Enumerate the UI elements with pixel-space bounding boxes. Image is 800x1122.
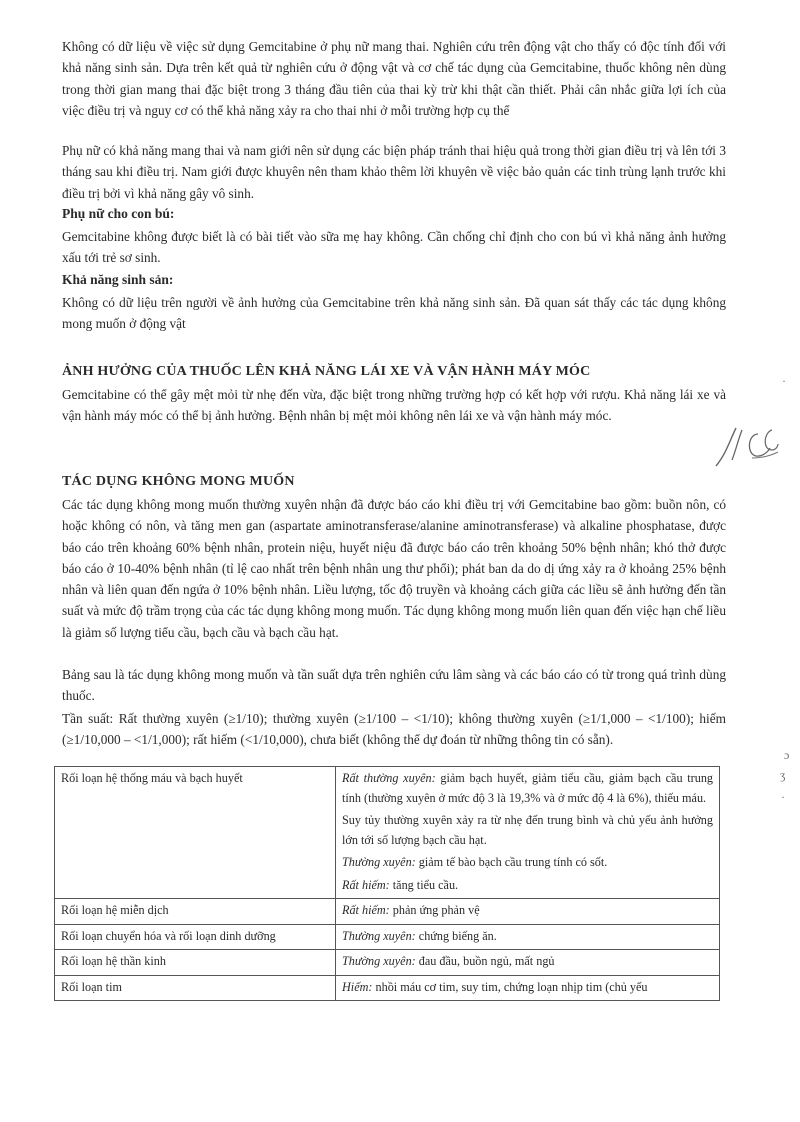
effect-description: phản ứng phản vệ <box>389 903 480 917</box>
margin-mark: ʒ <box>780 768 786 782</box>
effect-description: tăng tiểu cầu. <box>389 877 459 892</box>
effect-description: giảm bạch huyết, giảm tiểu cầu, giảm bạch cầu trung tính (thường xuyên ở mức độ 3 là 19,3% và ở mức độ 4 là 6%), thiếu máu. <box>342 771 714 805</box>
effect-description: Suy tủy thường xuyên xảy ra từ nhẹ đến trung bình và chủ yếu ảnh hưởng lớn tới số lượng bạch cầu hạt. <box>342 813 713 847</box>
frequency-label: Thường xuyên: <box>342 954 416 968</box>
handwritten-initials <box>712 420 782 470</box>
adverse-table-intro: Bảng sau là tác dụng không mong muốn và tần suất dựa trên nghiên cứu lâm sàng và các báo cáo có từ trong quá trình dùng thuốc. <box>62 667 726 704</box>
margin-mark: · <box>782 374 786 388</box>
frequency-label: Thường xuyên: <box>342 855 416 869</box>
margin-mark: ɔ <box>784 748 790 762</box>
effect-entry <box>342 901 713 921</box>
frequency-label: Hiếm: <box>342 979 373 994</box>
adverse-effects-intro: Các tác dụng không mong muốn thường xuyên nhận đã được báo cáo khi điều trị với Gemcitabine bao gồm: buồn nôn, có hoặc không có nôn, và tăng men gan (aspartate aminotransferase/alanine aminotransferase) và alkaline phosphatase, được báo cáo trên khoảng 60% bệnh nhân, protein niệu, huyết niệu đã được báo cáo trên khoảng 50% bệnh nhân; khó thở được báo cáo ở 10-40% bệnh nhân (tỉ lệ cao nhất trên bệnh nhân ung thư phổi); phát ban da do dị ứng xảy ra ở khoảng 25% bệnh nhân và liên quan đến ngứa ở 10% bệnh nhân. Liều lượng, tốc độ truyền và khoảng cách giữa các liều sẽ ảnh hưởng đến tần suất và mức độ trầm trọng của các tác dụng không mong muốn. Tác dụng không mong muốn liên quan đến việc hạn chế liều là giảm số lượng tiểu cầu, bạch cầu và bạch cầu hạt. <box>62 497 726 640</box>
adverse-effects-table-body <box>55 767 720 1001</box>
margin-mark: · <box>781 790 785 804</box>
table-row <box>55 899 720 925</box>
pregnancy-paragraph-2: Phụ nữ có khả năng mang thai và nam giới nên sử dụng các biện pháp tránh thai hiệu quả trong thời gian điều trị và lên tới 3 tháng sau khi điều trị. Nam giới được khuyên nên tham khảo thêm lời khuyên về việc bảo quản các tinh trùng lạnh trước khi điều trị bởi vì khả năng gây vô sinh. <box>62 143 726 201</box>
adverse-effects-heading: TÁC DỤNG KHÔNG MONG MUỐN <box>62 474 295 489</box>
effect-entry <box>342 876 713 896</box>
fertility-text: Không có dữ liệu trên người về ảnh hưởng của Gemcitabine trên khả năng sinh sản. Đã quan sát thấy các tác dụng không mong muốn ở động vật <box>62 295 726 332</box>
table-row <box>55 924 720 950</box>
effect-entry <box>342 978 713 998</box>
frequency-definitions: Tần suất: Rất thường xuyên (≥1/10); thường xuyên (≥1/100 – <1/10); không thường xuyên (≥1/1,000 – <1/100); hiếm (≥1/10,000 – <1/1,000); rất hiếm (<1/10,000), chưa biết (không thể dự đoán từ những thông tin có sẵn). <box>62 711 726 748</box>
driving-text: Gemcitabine có thể gây mệt mỏi từ nhẹ đến vừa, đặc biệt trong những trường hợp có kết hợp với rượu. Khả năng lái xe và vận hành máy móc có thể bị ảnh hưởng. Bệnh nhân bị mệt mỏi không nên lái xe và vận hành máy móc. <box>62 387 726 424</box>
effects-cell <box>336 975 720 1001</box>
effect-entry <box>342 769 713 808</box>
effect-description: giảm tế bào bạch cầu trung tính có sốt. <box>415 855 608 869</box>
effect-entry <box>342 927 713 947</box>
adverse-effects-table <box>54 766 720 1001</box>
effects-cell <box>336 899 720 925</box>
organ-class-cell: Rối loạn chuyển hóa và rối loạn dinh dưỡng <box>55 924 336 950</box>
frequency-label: Rất hiếm: <box>342 903 390 917</box>
effect-description: đau đầu, buồn ngủ, mất ngủ <box>415 954 555 968</box>
organ-class-cell: Rối loạn hệ miễn dịch <box>55 899 336 925</box>
frequency-label: Rất thường xuyên: <box>342 771 436 785</box>
table-row <box>55 950 720 976</box>
breastfeeding-heading: Phụ nữ cho con bú: <box>62 206 175 221</box>
organ-class-cell: Rối loạn hệ thống máu và bạch huyết <box>55 767 336 899</box>
table-row <box>55 975 720 1001</box>
effect-entry <box>342 811 713 850</box>
effects-cell <box>336 950 720 976</box>
frequency-label: Rất hiếm: <box>342 877 390 892</box>
effect-entry <box>342 853 713 873</box>
organ-class-cell: Rối loạn hệ thần kinh <box>55 950 336 976</box>
effect-entry <box>342 952 713 972</box>
driving-section-heading: ẢNH HƯỞNG CỦA THUỐC LÊN KHẢ NĂNG LÁI XE VÀ VẬN HÀNH MÁY MÓC <box>62 364 591 379</box>
fertility-heading: Khả năng sinh sản: <box>62 272 174 287</box>
effects-cell <box>336 767 720 899</box>
table-row <box>55 767 720 899</box>
frequency-label: Thường xuyên: <box>342 928 416 943</box>
effect-description: chứng biếng ăn. <box>415 928 497 943</box>
pregnancy-paragraph-1: Không có dữ liệu về việc sử dụng Gemcitabine ở phụ nữ mang thai. Nghiên cứu trên động vật cho thấy có độc tính đối với khả năng sinh sản. Dựa trên kết quả từ nghiên cứu ở động vật và cơ chế tác dụng của Gemcitabine, thuốc không nên dùng trong thời gian mang thai đặc biệt trong 3 tháng đầu tiên của thai kỳ trừ khi thật cần thiết. Phải cân nhắc giữa lợi ích của việc điều trị và nguy cơ có thể khả năng xảy ra cho thai nhi ở mỗi trường hợp cụ thể <box>62 39 726 118</box>
organ-class-cell: Rối loạn tim <box>55 975 336 1001</box>
breastfeeding-text: Gemcitabine không được biết là có bài tiết vào sữa mẹ hay không. Cần chống chỉ định cho con bú vì khả năng ảnh hưởng xấu tới trẻ sơ sinh. <box>62 229 726 266</box>
effect-description: nhồi máu cơ tim, suy tim, chứng loạn nhịp tim (chủ yếu <box>372 979 648 994</box>
effects-cell <box>336 924 720 950</box>
